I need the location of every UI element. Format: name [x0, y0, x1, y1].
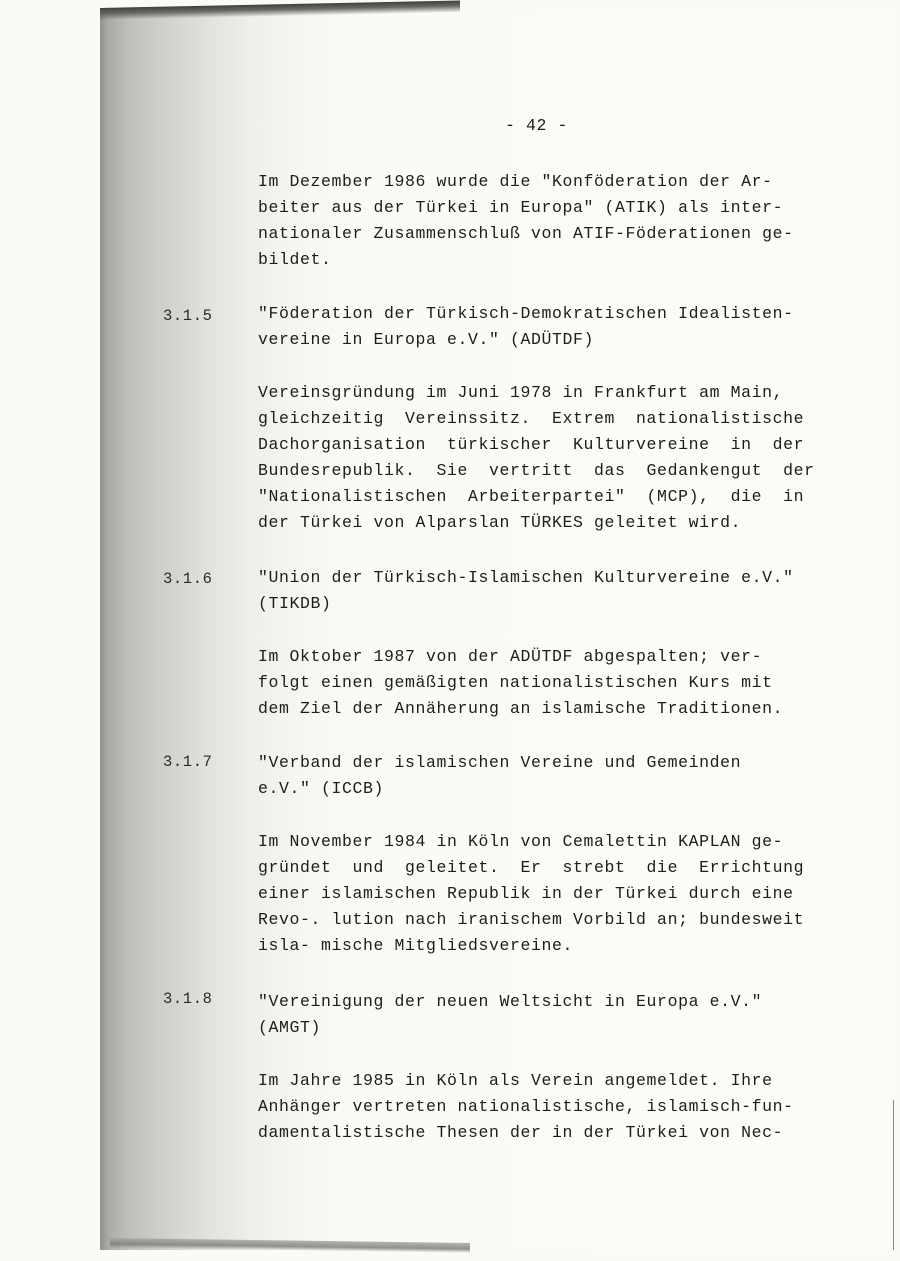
section-body-line: einer islamischen Republik in der Türkei durch eine: [258, 884, 794, 903]
section-body-line: isla- mische Mitgliedsvereine.: [258, 936, 574, 955]
intro-line: nationaler Zusammenschluß von ATIF-Föderationen ge-: [258, 224, 794, 243]
intro-line: bildet.: [258, 250, 332, 269]
section-title-line: (AMGT): [258, 1018, 322, 1037]
section-title-line: "Verband der islamischen Vereine und Gemeinden: [258, 753, 742, 772]
section-number-3-1-7: 3.1.7: [163, 753, 213, 771]
section-number-3-1-5: 3.1.5: [163, 307, 213, 325]
section-body-line: Dachorganisation türkischer Kulturvereine in der: [258, 435, 805, 454]
section-title-line: vereine in Europa e.V." (ADÜTDF): [258, 330, 595, 349]
page-right-edge: [893, 1100, 894, 1250]
section-number-3-1-6: 3.1.6: [163, 570, 213, 588]
section-body-line: folgt einen gemäßigten nationalistischen Kurs mit: [258, 673, 773, 692]
section-body-line: Anhänger vertreten nationalistische, islamisch-fun-: [258, 1097, 794, 1116]
section-body-line: Im Oktober 1987 von der ADÜTDF abgespalten; ver-: [258, 647, 763, 666]
section-body-line: Im November 1984 in Köln von Cemalettin KAPLAN ge-: [258, 832, 784, 851]
section-body-line: Revo-. lution nach iranischem Vorbild an; bundesweit: [258, 910, 805, 929]
section-title-line: "Vereinigung der neuen Weltsicht in Europa e.V.": [258, 992, 763, 1011]
section-body-line: dem Ziel der Annäherung an islamische Traditionen.: [258, 699, 784, 718]
section-body-line: Bundesrepublik. Sie vertritt das Gedankengut der: [258, 461, 815, 480]
section-title-line: e.V." (ICCB): [258, 779, 385, 798]
section-body-line: damentalistische Thesen der in der Türkei von Nec-: [258, 1123, 784, 1142]
section-body-line: Im Jahre 1985 in Köln als Verein angemeldet. Ihre: [258, 1071, 773, 1090]
section-body-line: gleichzeitig Vereinssitz. Extrem nationalistische: [258, 409, 805, 428]
section-title-line: (TIKDB): [258, 594, 332, 613]
section-body-line: "Nationalistischen Arbeiterpartei" (MCP), die in: [258, 487, 805, 506]
section-body-line: gründet und geleitet. Er strebt die Errichtung: [258, 858, 805, 877]
intro-line: Im Dezember 1986 wurde die "Konföderation der Ar-: [258, 172, 773, 191]
section-body-line: der Türkei von Alparslan TÜRKES geleitet wird.: [258, 513, 742, 532]
section-body-line: Vereinsgründung im Juni 1978 in Frankfurt am Main,: [258, 383, 784, 402]
section-title-line: "Föderation der Türkisch-Demokratischen Idealisten-: [258, 304, 794, 323]
section-title-line: "Union der Türkisch-Islamischen Kulturvereine e.V.": [258, 568, 794, 587]
page-number: - 42 -: [505, 116, 569, 135]
section-number-3-1-8: 3.1.8: [163, 990, 213, 1008]
intro-line: beiter aus der Türkei in Europa" (ATIK) als inter-: [258, 198, 784, 217]
